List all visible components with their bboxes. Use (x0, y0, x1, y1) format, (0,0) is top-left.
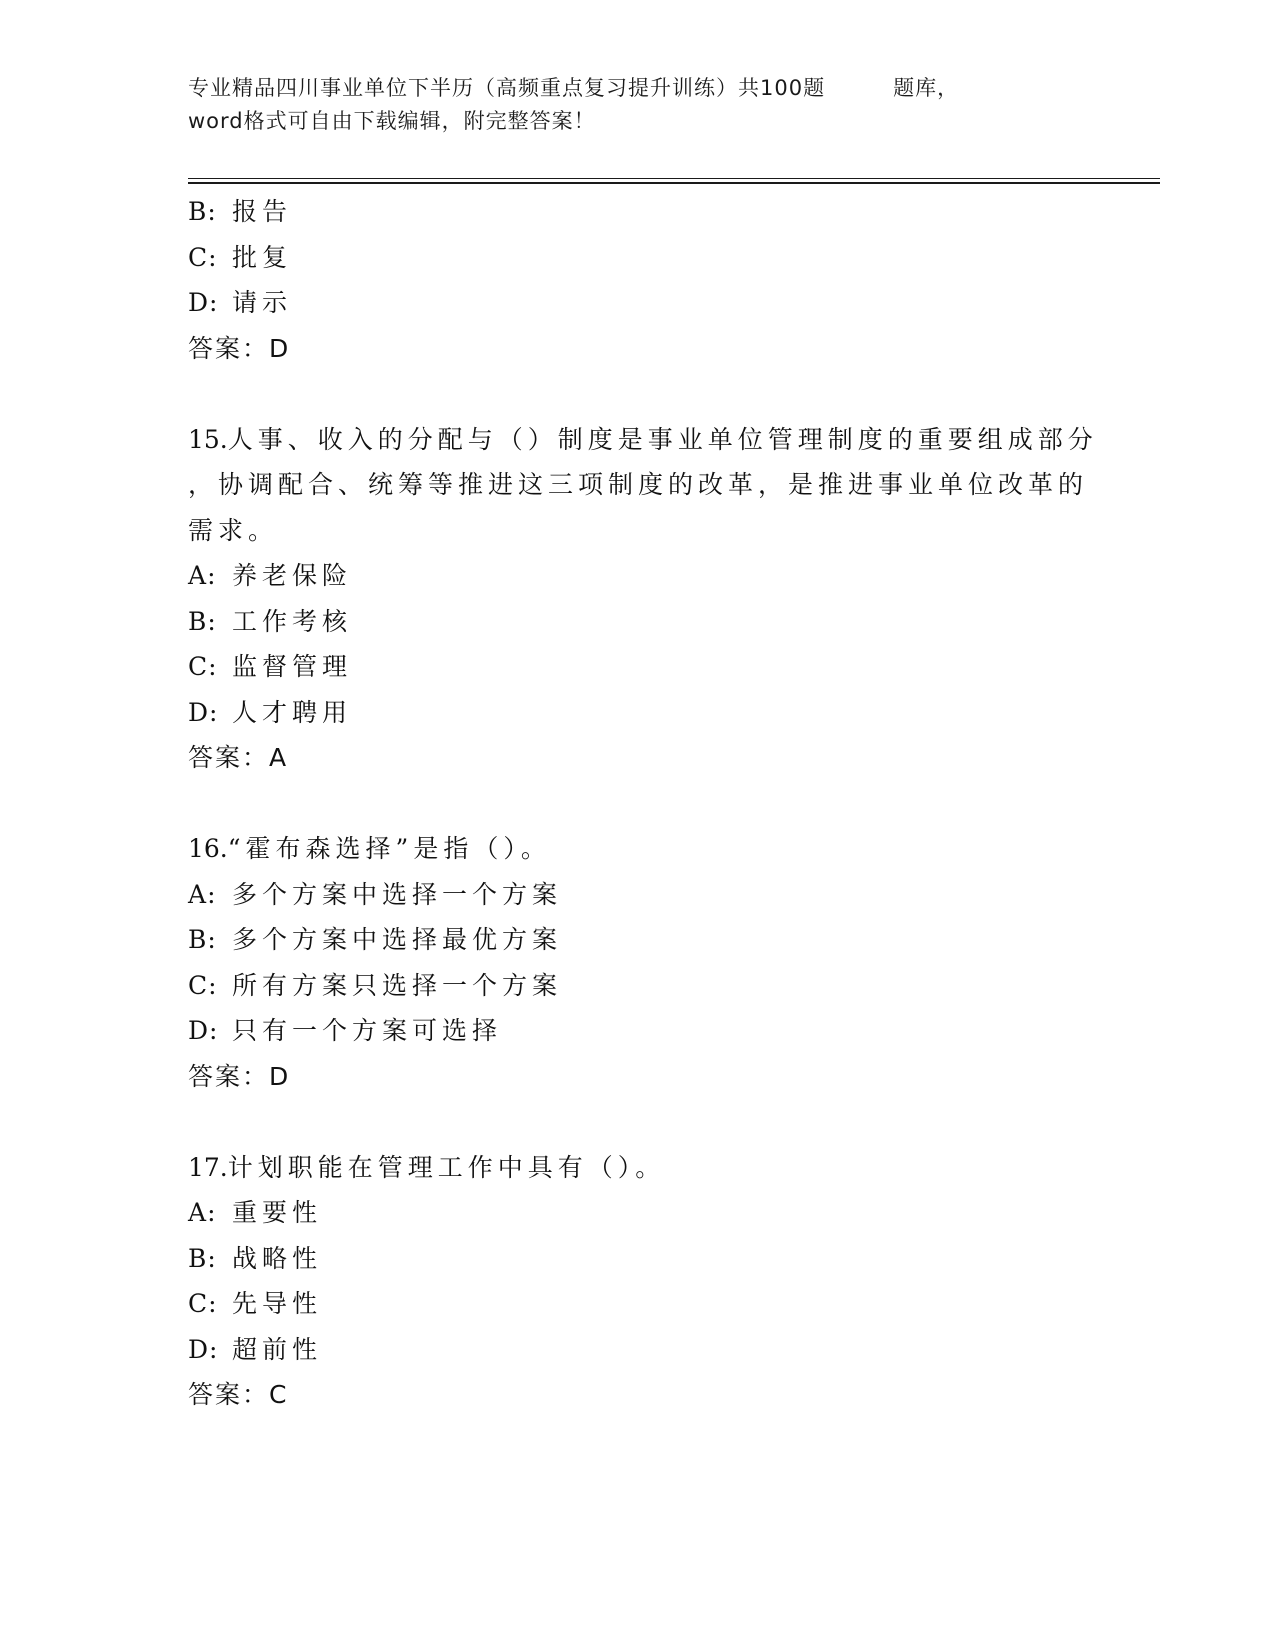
question-stem-line (188, 1145, 1088, 1191)
question-number: 15. (188, 424, 228, 454)
answer-row (188, 1054, 1088, 1100)
option-row: B: 工作考核 (188, 606, 353, 636)
option-row: A: 重要性 (188, 1198, 323, 1227)
page-header (188, 72, 1088, 138)
question-stem-line (188, 417, 1098, 463)
option-row: A: 养老保险 (188, 561, 353, 590)
option-row: D: 超前性 (188, 1334, 323, 1364)
option-text: 批复 (232, 242, 293, 272)
option-text: 超前性 (232, 1334, 323, 1364)
header-divider (188, 178, 1160, 184)
question-17 (188, 1145, 1088, 1418)
option-row: C: 所有方案只选择一个方案 (188, 970, 563, 1000)
question-number: 17. (188, 1152, 228, 1182)
option-letter: D (188, 1016, 209, 1045)
option-row: C: 监督管理 (188, 652, 353, 681)
option-row: B: 多个方案中选择最优方案 (188, 925, 563, 954)
answer-value: D (269, 1061, 290, 1091)
answer-label: 答案： (188, 743, 270, 772)
option-row: A: 多个方案中选择一个方案 (188, 879, 563, 909)
option-letter: C (188, 652, 208, 681)
option-letter: B (188, 606, 207, 636)
option-row: D: 只有一个方案可选择 (188, 1016, 503, 1045)
option-letter: C (188, 970, 208, 1000)
answer-label: 答案： (188, 333, 270, 363)
question-15 (188, 417, 1098, 781)
header-subtitle: word格式可自由下载编辑，附完整答案！ (188, 109, 596, 133)
option-row: D: 请示 (188, 288, 293, 317)
question-stem-line: 需求。 (188, 515, 279, 545)
option-row: C: 先导性 (188, 1289, 323, 1318)
option-text: 只有一个方案可选择 (232, 1016, 503, 1045)
answer-label: 答案： (188, 1380, 270, 1409)
question-stem-line (188, 826, 1088, 872)
option-row: B: 报告 (188, 197, 293, 226)
option-letter: D (188, 1334, 209, 1364)
answer-value: D (269, 333, 290, 363)
option-letter: C (188, 1289, 208, 1318)
option-letter: C (188, 242, 208, 272)
option-letter: B (188, 1243, 207, 1273)
answer-row (188, 735, 1088, 781)
option-letter: A (188, 1198, 207, 1227)
option-letter: B (188, 197, 207, 226)
question-number: 16. (188, 834, 228, 863)
header-title-line (188, 72, 1088, 105)
option-text: 工作考核 (232, 606, 353, 636)
question-16 (188, 826, 1088, 1099)
question-stem-text: 人事、收入的分配与（）制度是事业单位管理制度的重要组成部分 (227, 424, 1098, 454)
header-title-tail: 题库， (893, 76, 960, 100)
option-text: 请示 (232, 288, 293, 317)
header-title: 专业精品四川事业单位下半历（高频重点复习提升训练）共100题 (188, 76, 826, 100)
option-text: 人才聘用 (232, 697, 353, 727)
option-row: C: 批复 (188, 242, 293, 272)
answer-row (188, 326, 1088, 372)
question-carryover (188, 189, 1088, 371)
answer-value: A (269, 743, 288, 772)
option-text: 先导性 (232, 1289, 323, 1318)
option-text: 报告 (232, 197, 293, 226)
option-text: 重要性 (232, 1198, 323, 1227)
document-body (188, 189, 1098, 1418)
option-text: 所有方案只选择一个方案 (232, 970, 563, 1000)
answer-label: 答案： (188, 1061, 270, 1091)
option-text: 多个方案中选择一个方案 (232, 879, 563, 909)
question-stem-text: “霍布森选择”是指（）。 (227, 834, 551, 863)
option-letter: A (188, 879, 207, 909)
option-letter: B (188, 925, 207, 954)
option-text: 监督管理 (232, 652, 353, 681)
question-stem-line: ，协调配合、统筹等推进这三项制度的改革，是推进事业单位改革的 (188, 470, 1089, 499)
question-stem-text: 计划职能在管理工作中具有（）。 (227, 1152, 666, 1182)
option-text: 养老保险 (232, 561, 353, 590)
answer-value: C (269, 1380, 288, 1409)
answer-row (188, 1372, 1088, 1418)
option-letter: D (188, 697, 209, 727)
option-row: D: 人才聘用 (188, 697, 353, 727)
option-letter: A (188, 561, 207, 590)
option-letter: D (188, 288, 209, 317)
divider-thick-line (188, 182, 1160, 184)
option-text: 多个方案中选择最优方案 (232, 925, 563, 954)
option-text: 战略性 (232, 1243, 323, 1273)
option-row: B: 战略性 (188, 1243, 323, 1273)
